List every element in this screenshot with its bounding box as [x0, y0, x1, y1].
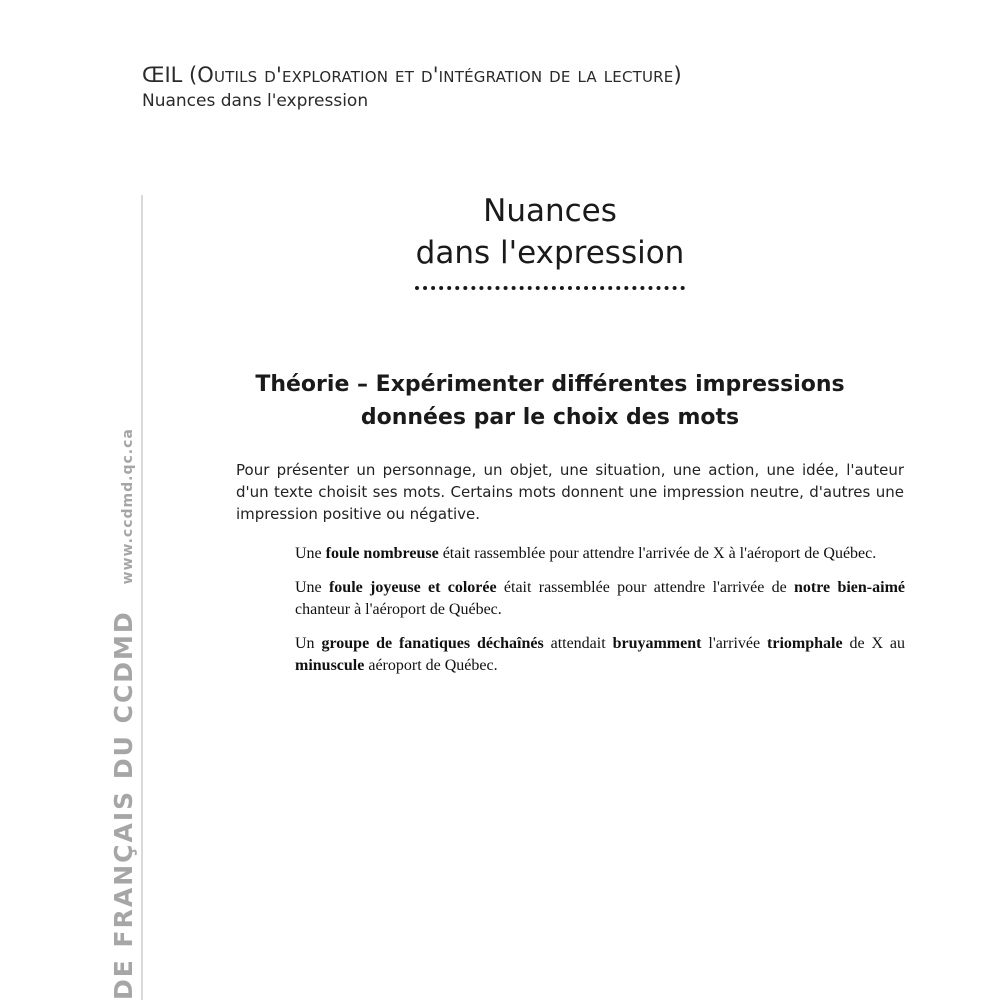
section-heading-line1: Théorie – Expérimenter différentes impressions [255, 372, 845, 397]
example-sentence-3: Un groupe de fanatiques déchaînés attendait bruyamment l'arrivée triomphale de X au minuscule aéroport de Québec. [295, 635, 906, 674]
sidebar-url: www.ccdmd.qc.ca [120, 428, 136, 585]
section-heading-line2: données par le choix des mots [360, 405, 740, 430]
header-suffix: ) [673, 63, 682, 87]
sidebar-publisher: DE FRANÇAIS DU CCDMD [109, 610, 138, 1000]
intro-paragraph: Pour présenter un personnage, un objet, une situation, une action, une idée, l'auteur d'un texte choisit ses mots. Certains mots donnent une impression neutre, d'autres une impression positive ou négative. [236, 461, 904, 523]
page-title-line1: Nuances [483, 193, 617, 229]
sidebar-divider [141, 195, 143, 1000]
example-sentence-1: Une foule nombreuse était rassemblée pour attendre l'arrivée de X à l'aéroport de Québec. [295, 545, 877, 562]
header-series-name: Outils d'exploration et d'intégration de la lecture [197, 63, 674, 87]
examples-list [295, 543, 905, 689]
header-series-title [142, 62, 842, 88]
sidebar-vertical-text [109, 428, 138, 1000]
header-subtitle: Nuances dans l'expression [142, 91, 369, 111]
header-prefix: ŒIL ( [142, 63, 198, 87]
running-header [142, 62, 842, 112]
title-dotted-divider [415, 286, 685, 290]
example-sentence-2: Une foule joyeuse et colorée était rassemblée pour attendre l'arrivée de notre bien-aimé chanteur à l'aéroport de Québec. [295, 579, 906, 618]
section-heading [200, 368, 900, 434]
page-title [300, 190, 800, 290]
page-title-line2: dans l'expression [415, 235, 685, 271]
